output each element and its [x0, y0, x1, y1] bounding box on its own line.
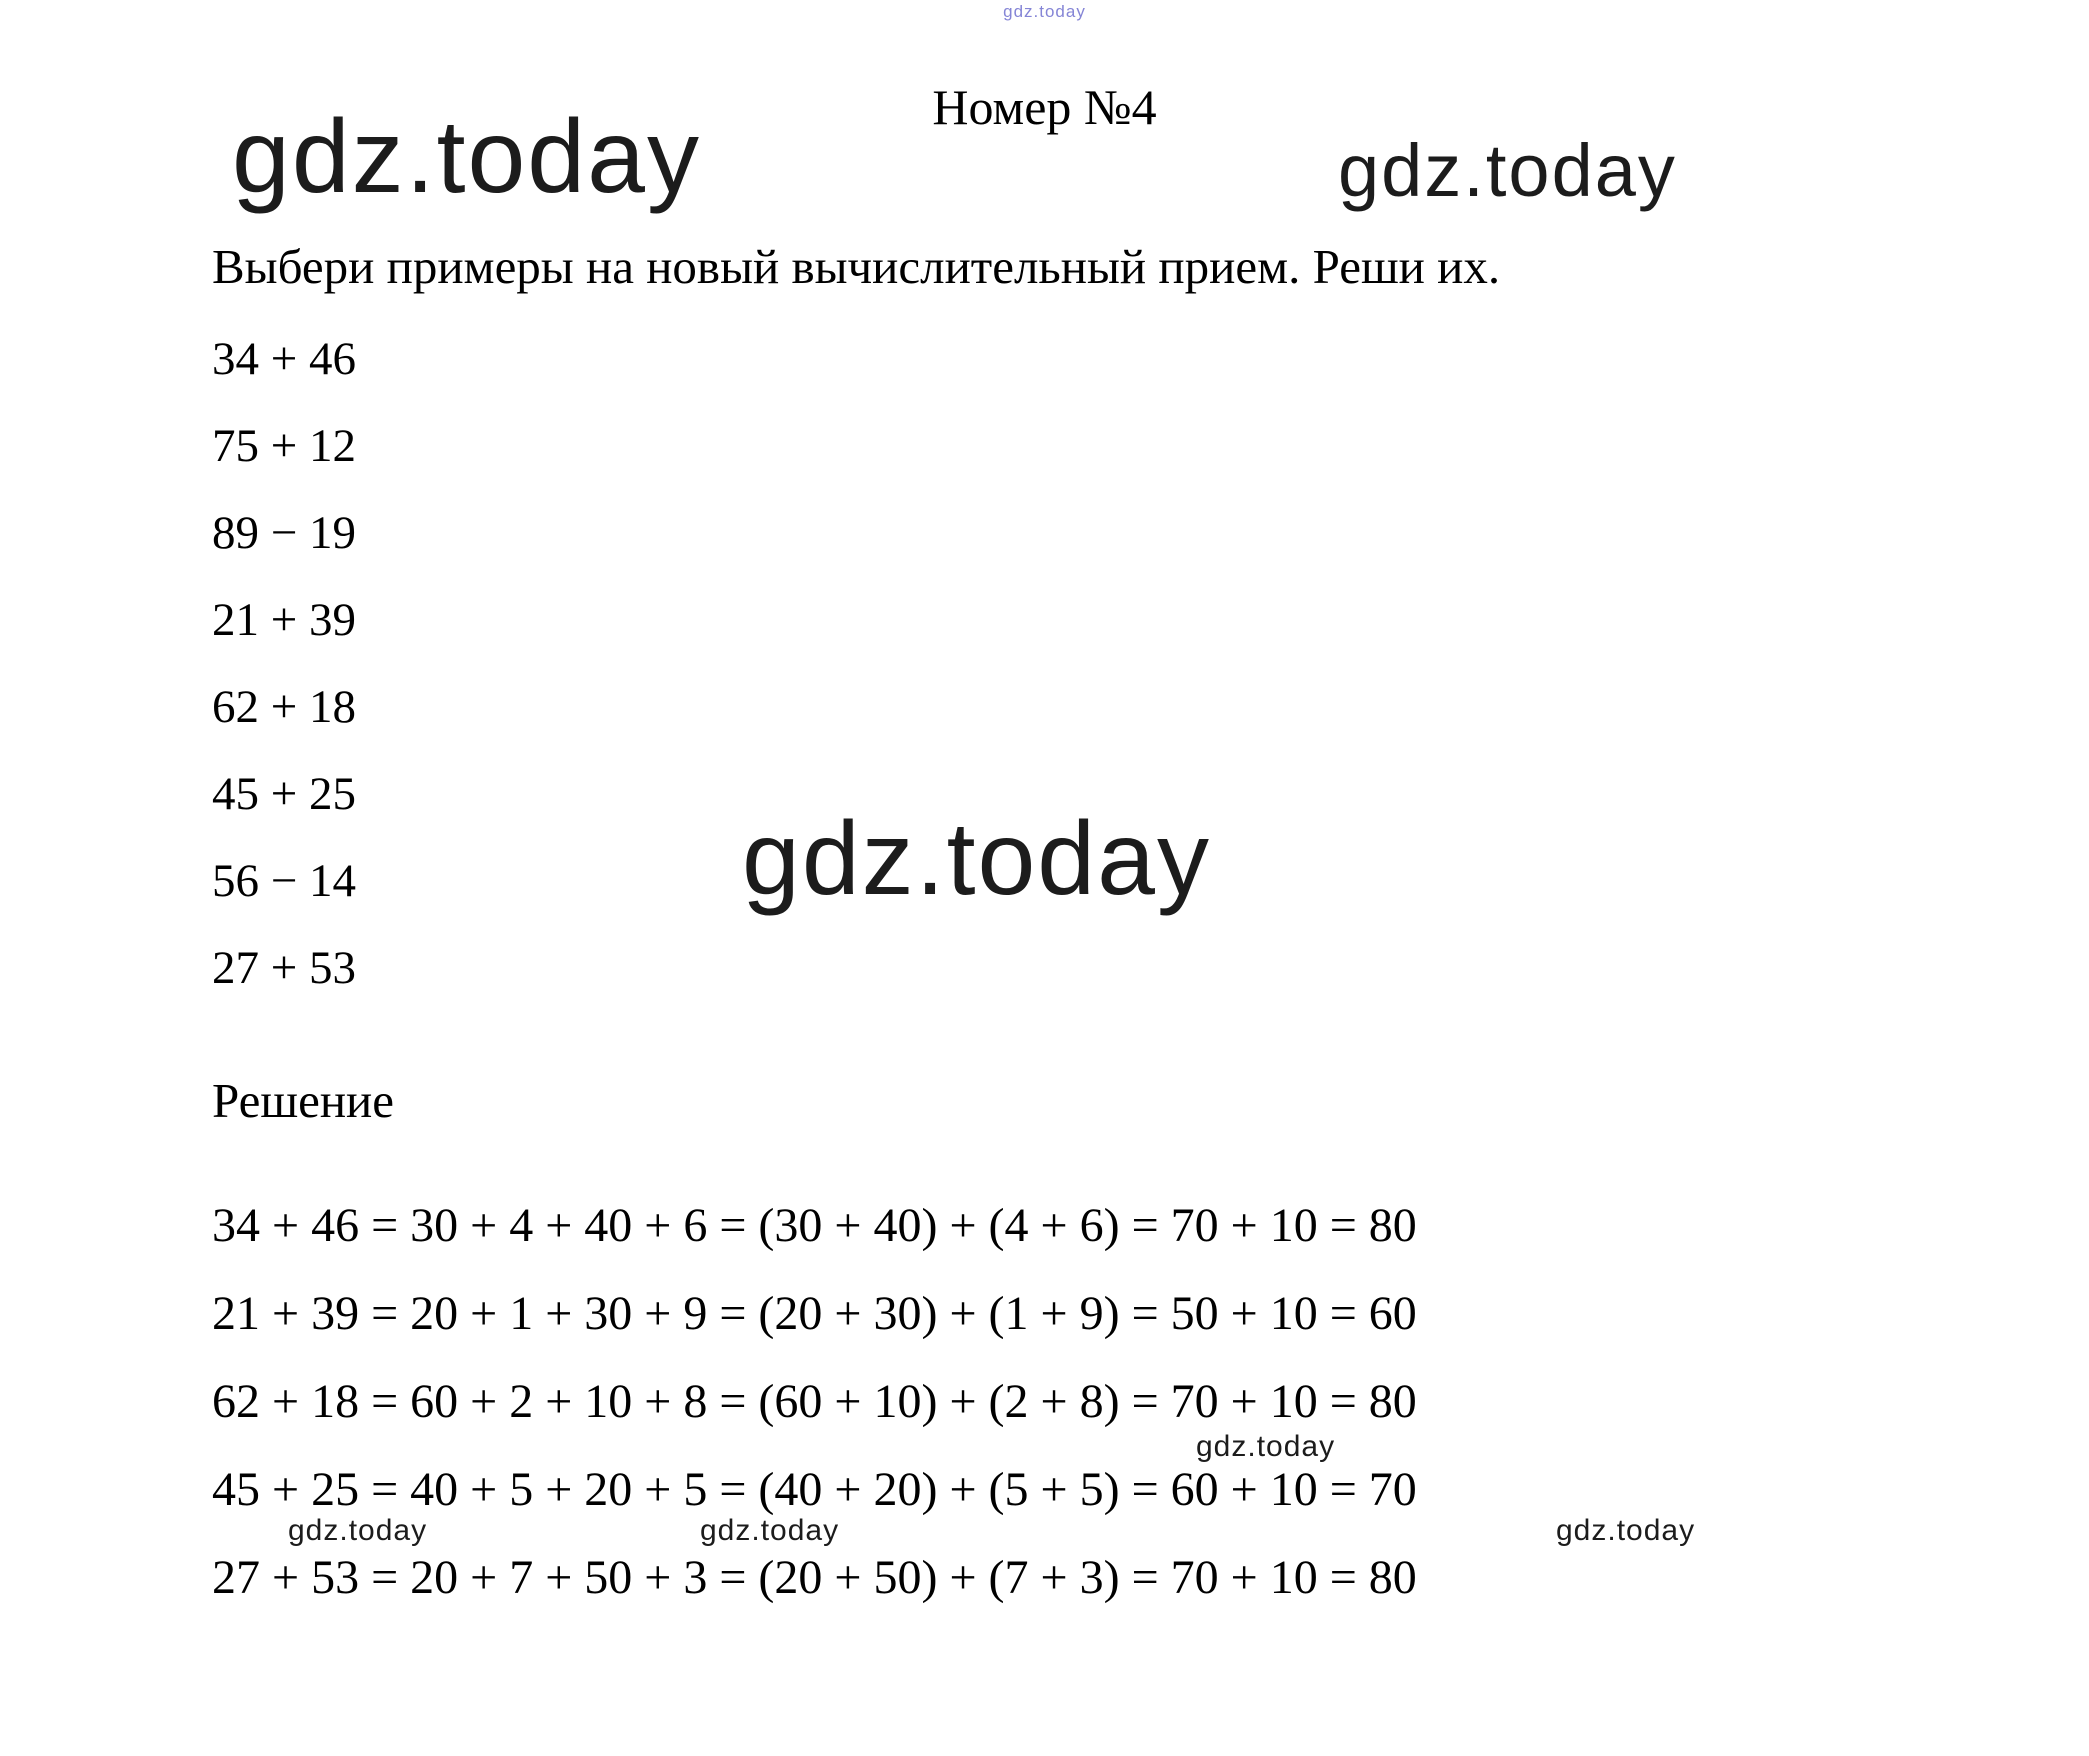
solution-line-2: 21 + 39 = 20 + 1 + 30 + 9 = (20 + 30) + (1 + 9) = 50 + 10 = 60: [212, 1287, 1417, 1340]
watermark-small-4: gdz.today: [1556, 1514, 1696, 1547]
watermark-small-3: gdz.today: [700, 1514, 840, 1547]
watermark-top: gdz.today: [1003, 2, 1086, 21]
solution-line-5: 27 + 53 = 20 + 7 + 50 + 3 = (20 + 50) + (7 + 3) = 70 + 10 = 80: [212, 1551, 1417, 1604]
example-item-1: 34 + 46: [212, 333, 357, 385]
page-title: Номер №4: [932, 79, 1157, 135]
example-item-8: 27 + 53: [212, 942, 357, 994]
solution-heading: Решение: [212, 1073, 395, 1128]
example-item-4: 21 + 39: [212, 594, 357, 646]
task-text: Выбери примеры на новый вычислительный прием. Реши их.: [212, 239, 1501, 294]
solution-line-1: 34 + 46 = 30 + 4 + 40 + 6 = (30 + 40) + (4 + 6) = 70 + 10 = 80: [212, 1199, 1417, 1252]
watermark-small-1: gdz.today: [1196, 1430, 1336, 1463]
watermark-center: gdz.today: [742, 801, 1211, 917]
solution-line-3: 62 + 18 = 60 + 2 + 10 + 8 = (60 + 10) + (2 + 8) = 70 + 10 = 80: [212, 1375, 1417, 1428]
example-item-6: 45 + 25: [212, 768, 357, 820]
watermark-small-2: gdz.today: [288, 1514, 428, 1547]
example-item-5: 62 + 18: [212, 681, 357, 733]
example-item-3: 89 − 19: [212, 507, 357, 559]
example-item-7: 56 − 14: [212, 855, 357, 907]
example-item-2: 75 + 12: [212, 420, 357, 472]
watermark-right: gdz.today: [1338, 129, 1677, 212]
solution-line-4: 45 + 25 = 40 + 5 + 20 + 5 = (40 + 20) + (5 + 5) = 60 + 10 = 70: [212, 1463, 1417, 1516]
watermark-left: gdz.today: [232, 99, 701, 215]
